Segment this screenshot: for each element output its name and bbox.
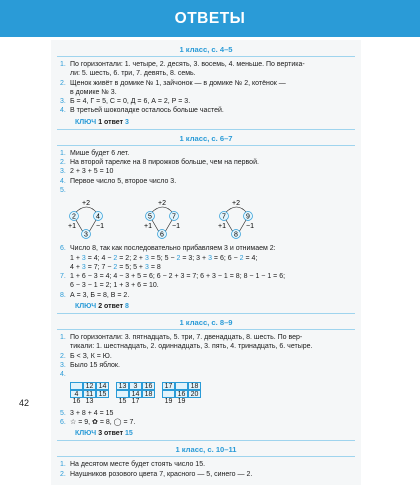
section-divider	[57, 456, 355, 457]
edge-label: +1	[218, 223, 226, 231]
edge-label: −1	[246, 223, 254, 231]
item-text: Б < З, К = Ю.	[70, 352, 112, 360]
arc-top	[151, 207, 173, 213]
grid-cell: 13	[116, 382, 129, 390]
section-divider	[57, 129, 355, 130]
edge	[76, 220, 83, 232]
item-text: 3 + 8 + 4 = 15	[70, 409, 114, 417]
edge-label: +1	[68, 223, 76, 231]
grid-row	[70, 390, 109, 398]
grid-cell	[175, 382, 188, 390]
answer-item	[51, 60, 361, 79]
answer-item	[51, 79, 361, 98]
item-text: в домике № 3.	[70, 88, 117, 96]
highlighted-number: 3	[81, 263, 86, 271]
grid-row	[116, 382, 155, 390]
edge-label: +1	[144, 223, 152, 231]
title-banner	[0, 0, 420, 37]
circle-node-value: 3	[84, 231, 88, 239]
circle-node-value: 2	[72, 213, 76, 221]
highlighted-number: 3	[81, 254, 86, 262]
circle-node-value: 5	[148, 213, 152, 221]
sequence-text: = 4; 4 −	[85, 254, 114, 262]
edge	[165, 220, 172, 232]
highlighted-number: 2	[113, 263, 118, 271]
grid-cell: 17	[162, 382, 175, 390]
answer-item	[51, 186, 361, 195]
key-number: 1	[98, 118, 103, 126]
section-divider	[57, 313, 355, 314]
answer-item	[51, 149, 361, 158]
item-text: На второй тарелке на 8 пирожков больше, чем на первой.	[70, 159, 259, 167]
answer-item	[51, 409, 361, 418]
grid-cell: 19	[177, 398, 186, 406]
grid-cell: 14	[96, 382, 109, 390]
answer-item	[51, 272, 361, 291]
item-number: 8.	[60, 291, 66, 299]
diagram-top-label: +2	[232, 200, 240, 208]
sequence-text: = 7; 7 −	[85, 263, 114, 271]
grid-row	[162, 398, 201, 406]
item-number: 5.	[60, 186, 66, 194]
answer-item	[51, 106, 361, 115]
section-divider	[57, 145, 355, 146]
number-grid	[162, 382, 201, 407]
item-text: ли: 5. шесть, 6. три, 7. девять, 8. семь.	[70, 70, 196, 78]
item-number: 2.	[60, 470, 66, 478]
item-number: 1.	[60, 149, 66, 157]
edge	[89, 220, 96, 232]
item-text: ☆ = 9, ✿ = 8, ◯ = 7.	[70, 419, 136, 426]
edge-label: −1	[96, 223, 104, 231]
answer-item	[51, 158, 361, 167]
circle-node-value: 7	[172, 213, 176, 221]
grid-cell: 13	[85, 398, 94, 406]
section-divider	[57, 440, 355, 441]
grid-cell	[96, 398, 109, 406]
edge-label: −1	[172, 223, 180, 231]
item-text: Число 8, так как последовательно прибавляем 3 и отнимаем 2:	[70, 245, 276, 253]
grid-cell: 18	[188, 382, 201, 390]
item-number: 7.	[60, 273, 66, 281]
key-answer-2	[51, 300, 361, 311]
item-text: 6 − 3 − 1 = 2; 1 + 3 + 6 = 10.	[70, 282, 159, 290]
item-number: 2.	[60, 352, 66, 360]
key-label: КЛЮЧ	[75, 303, 97, 311]
grid-cell: 19	[164, 398, 173, 406]
key-answer-1	[51, 116, 361, 127]
item-text: По горизонтали: 1. четыре, 2. десять, 3. восемь, 4. меньше. По вертика-	[70, 61, 305, 68]
answer-item	[51, 291, 361, 300]
sequence-text: 1 +	[70, 254, 82, 262]
item-number: 3.	[60, 98, 66, 106]
item-text: 2 + 3 + 5 = 10	[70, 168, 114, 176]
circle-node-value: 9	[246, 213, 250, 221]
circle-node-value: 4	[96, 213, 100, 221]
sequence-text: 4 +	[70, 263, 82, 271]
grid-row	[162, 382, 201, 390]
grid-cell	[70, 382, 83, 390]
item-text: По горизонтали: 3. пятнадцать, 5. три, 7. двенадцать, 8. шесть. По вер-	[70, 334, 303, 342]
grid-row	[116, 398, 155, 406]
grid-row	[116, 390, 155, 398]
item-number: 4.	[60, 177, 66, 185]
key-answer-label: ответ	[104, 118, 124, 126]
key-answer-label: ответ	[104, 303, 124, 311]
answer-item	[51, 352, 361, 361]
highlighted-number: 3	[144, 263, 149, 271]
grid-cell: 15	[96, 390, 109, 398]
highlighted-number: 3	[144, 254, 149, 262]
item-number: 4.	[60, 107, 66, 115]
section-heading-1: 1 класс, с. 4–5	[179, 45, 233, 54]
sequence-text: = 5; 5 +	[117, 263, 145, 271]
item-number: 3.	[60, 168, 66, 176]
item-text: Мише будет 6 лет.	[70, 149, 130, 157]
answer-item	[51, 244, 361, 272]
item-number: 1.	[60, 61, 66, 68]
grid-cell: 4	[70, 390, 83, 398]
item-text: Щенок живёт в домике № 1, зайчонок — в домике № 2, котёнок —	[70, 79, 286, 87]
sequence-text: = 5; 5 −	[148, 254, 177, 262]
arc-top	[75, 207, 97, 213]
diagram-2	[144, 200, 180, 239]
section-heading-2: 1 класс, с. 6–7	[179, 133, 233, 143]
item-text: 1 + 6 − 3 = 4; 4 − 3 + 5 = 6; 6 − 2 + 3 = 7; 6 + 3 − 1 = 8; 8 − 1 − 1 = 6;	[70, 273, 286, 281]
section-divider	[57, 56, 355, 57]
section-divider	[57, 329, 355, 330]
edge	[226, 220, 233, 232]
grid-cell	[188, 398, 201, 406]
diagram-top-label: +2	[158, 200, 166, 208]
grid-cell	[162, 390, 175, 398]
item-number: 1.	[60, 461, 66, 469]
number-grids	[51, 380, 361, 409]
grid-cell: 15	[118, 398, 127, 406]
item-text: А = 3, Б = 8, В = 2.	[70, 291, 130, 299]
number-grid	[116, 382, 155, 407]
item-text-sequence	[70, 255, 257, 262]
key-answer-3	[51, 427, 361, 438]
grid-cell	[116, 390, 129, 398]
grid-cell: 16	[142, 382, 155, 390]
grid-cell: 14	[129, 390, 142, 398]
key-answer-value: 8	[124, 303, 129, 311]
item-number: 6.	[60, 419, 66, 426]
sequence-text: = 2; 2 +	[117, 254, 145, 262]
key-number: 2	[98, 303, 103, 311]
item-text: В третьей шоколадке осталось больше частей.	[70, 107, 224, 115]
grid-cell	[142, 398, 155, 406]
highlighted-number: 2	[239, 254, 244, 262]
section-heading-3: 1 класс, с. 8–9	[179, 318, 233, 328]
grid-cell: 17	[131, 398, 140, 406]
key-answer-value: 15	[124, 430, 133, 438]
item-text: тикали: 1. шестнадцать, 2. одиннадцать, 3. пять, 4. тринадцать, 6. четыре.	[70, 343, 313, 351]
key-answer-value: 3	[124, 118, 129, 126]
grid-row	[70, 398, 109, 406]
answer-item	[51, 333, 361, 352]
grid-cell: 12	[83, 382, 96, 390]
key-answer-label: ответ	[104, 430, 124, 438]
edge	[239, 220, 246, 232]
answer-item	[51, 418, 361, 427]
highlighted-number: 2	[113, 254, 118, 262]
page-number: 42	[19, 398, 30, 408]
answer-item	[51, 167, 361, 176]
grid-cell: 18	[142, 390, 155, 398]
highlighted-number: 2	[176, 254, 181, 262]
item-text: Б = 4, Г = 5, С = 0, Д = 6, А = 2, Р = 3.	[70, 98, 191, 106]
item-number: 3.	[60, 361, 66, 369]
answer-item	[51, 177, 361, 186]
circle-node-value: 8	[234, 231, 238, 239]
grid-cell: 16	[175, 390, 188, 398]
item-number: 2.	[60, 159, 66, 167]
item-text: Первое число 5, второе число 3.	[70, 177, 177, 185]
answers-content	[51, 40, 361, 485]
grid-cell: 16	[72, 398, 81, 406]
diagram-top-label: +2	[82, 200, 90, 208]
diagram-3	[218, 200, 254, 239]
circle-node-value: 7	[222, 213, 226, 221]
answer-item	[51, 460, 361, 469]
circle-diagrams	[69, 197, 361, 241]
item-number: 1.	[60, 334, 66, 342]
grid-cell: 20	[188, 390, 201, 398]
grid-cell: 11	[83, 390, 96, 398]
answer-item	[51, 361, 361, 370]
diagram-1	[68, 200, 104, 239]
item-text: Наушников розового цвета 7, красного — 5, синего — 2.	[70, 470, 253, 478]
page-title: ОТВЕТЫ	[174, 9, 246, 27]
item-number: 2.	[60, 79, 66, 87]
item-text-sequence	[70, 264, 161, 271]
arc-top	[225, 207, 247, 213]
number-grid	[70, 382, 109, 407]
item-number: 5.	[60, 409, 66, 417]
key-number: 3	[98, 430, 103, 438]
grid-row	[70, 382, 109, 390]
grid-cell: 3	[129, 382, 142, 390]
sequence-text: = 6; 6 −	[211, 254, 240, 262]
answer-item	[51, 370, 361, 379]
sequence-text: = 3; 3 +	[180, 254, 209, 262]
diagram-svg	[69, 197, 269, 241]
circle-node-value: 6	[160, 231, 164, 239]
section-heading-4: 1 класс, с. 10–11	[175, 445, 237, 455]
grid-row	[162, 390, 201, 398]
edge	[152, 220, 159, 232]
sequence-text: = 8	[148, 263, 161, 271]
item-text: На десятом месте будет стоять число 15.	[70, 461, 206, 469]
answer-item	[51, 470, 361, 479]
answer-item	[51, 97, 361, 106]
sequence-text: = 4;	[243, 254, 258, 262]
item-number: 4.	[60, 371, 66, 379]
item-text: Было 15 яблок.	[70, 361, 120, 369]
item-text	[70, 186, 353, 195]
item-number: 6.	[60, 245, 66, 253]
highlighted-number: 3	[208, 254, 212, 262]
key-label: КЛЮЧ	[75, 118, 97, 126]
key-label: КЛЮЧ	[75, 430, 97, 438]
